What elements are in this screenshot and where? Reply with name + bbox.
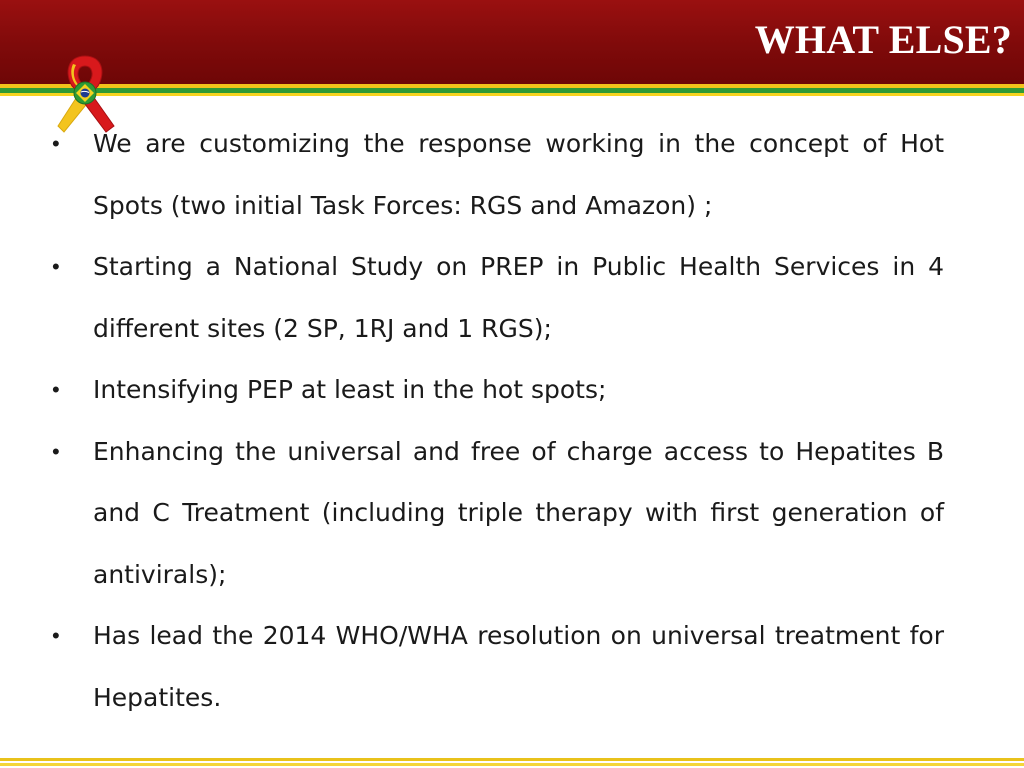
bullet-text: Intensifying PEP at least in the hot spots;: [93, 375, 607, 404]
bullet-marker: •: [52, 131, 60, 156]
bullet-marker: •: [52, 377, 60, 402]
bullet-item: [50, 236, 944, 359]
slide-title: WHAT ELSE?: [754, 17, 1012, 62]
footer-stripe: [0, 763, 1024, 766]
bullet-marker: •: [52, 623, 60, 648]
bullet-text: We are customizing the response working in the concept of Hot Spots (two initial Task Forces: RGS and Amazon) ;: [93, 129, 944, 220]
header-stripe-yellow: [0, 93, 1024, 96]
footer-stripe: [0, 758, 1024, 761]
bullet-text: Starting a National Study on PREP in Public Health Services in 4 different sites (2 SP, 1RJ and 1 RGS);: [93, 252, 944, 343]
bullet-item: [50, 359, 944, 421]
bullet-marker: •: [52, 254, 60, 279]
bullet-text: Enhancing the universal and free of charge access to Hepatites B and C Treatment (including triple therapy with first generation of antivirals);: [93, 436, 944, 589]
bullet-item: [50, 113, 944, 236]
bullet-marker: •: [52, 438, 60, 464]
bullet-item: [50, 421, 944, 606]
bullet-item: [50, 605, 944, 728]
bullet-text: Has lead the 2014 WHO/WHA resolution on universal treatment for Hepatites.: [93, 621, 944, 712]
bullet-list: [50, 113, 944, 728]
